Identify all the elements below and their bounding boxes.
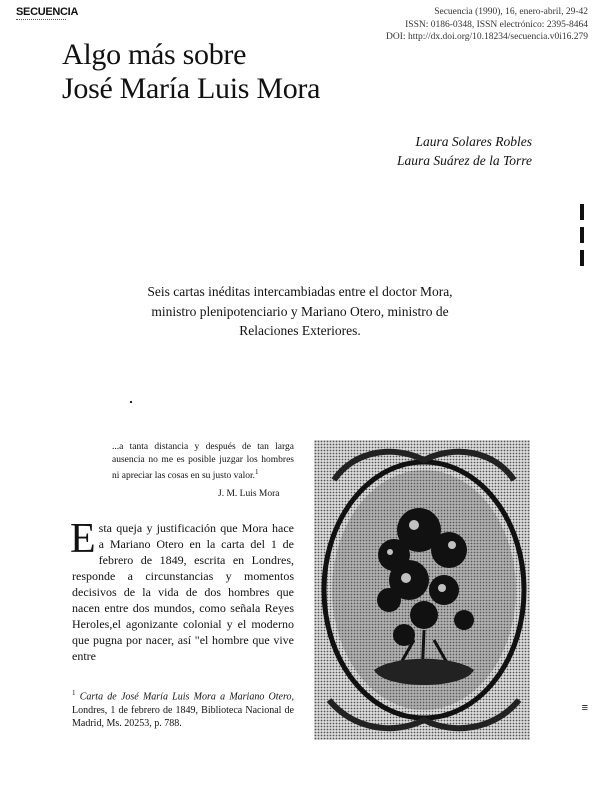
- citation-block: [386, 6, 588, 44]
- ornamental-illustration: [314, 440, 530, 740]
- floral-engraving: [314, 440, 530, 740]
- margin-bar: [580, 250, 584, 266]
- body-text: sta queja y justificación que Mora hace a Mariano Otero en la carta del 1 de febrero de 1849, escrita en Londres, responde a circunstancias y momentos decisivos de la vida de dos hombres que nacen entre dos mundos, como señala Reyes Heroles,el agonizante colonial y el moderno que pugna por nacer, así "el hombre que vive entre: [72, 521, 294, 663]
- footnote-text: Londres, 1 de febrero de 1849, Biblioteca Nacional de Madrid, Ms. 20253, p. 788.: [72, 704, 294, 730]
- article-title: [62, 38, 320, 106]
- article-summary: [112, 282, 488, 341]
- margin-bar: [580, 227, 584, 243]
- footnote-italic: Carta de José María Luis Mora a Mariano Otero,: [79, 691, 294, 703]
- footnote-number: 1: [72, 689, 76, 697]
- body-paragraph: [70, 516, 294, 664]
- title-line-1: Algo más sobre: [62, 38, 247, 71]
- issn-line: ISSN: 0186-0348, ISSN electrónico: 2395-8464: [405, 19, 588, 30]
- citation-line: Secuencia (1990), 16, enero-abril, 29-42: [434, 7, 588, 17]
- title-line-2: José María Luis Mora: [62, 72, 321, 105]
- epigraph-text: ...a tanta distancia y después de tan larga ausencia no me es posible juzgar los hombres ni apreciar las cosas en su justo valor.: [112, 442, 294, 482]
- margin-bar: [580, 204, 584, 220]
- author-2: Laura Suárez de la Torre: [396, 153, 532, 168]
- side-marker-icon: ≡: [581, 702, 588, 714]
- epigraph-note-ref: 1: [255, 468, 259, 476]
- margin-bars: [580, 204, 584, 273]
- summary-line-2: ministro plenipotenciario y Mariano Otero, ministro de: [151, 303, 449, 319]
- authors-block: [397, 132, 532, 170]
- drop-cap: E: [70, 516, 96, 562]
- stray-mark: [130, 401, 132, 403]
- author-1: Laura Solares Robles: [415, 134, 532, 149]
- epigraph-author: J. M. Luis Mora: [218, 489, 280, 499]
- doi-line: DOI: http://dx.doi.org/10.18234/secuencia.v0i16.279: [386, 32, 588, 42]
- summary-line-1: Seis cartas inéditas intercambiadas entre el doctor Mora,: [147, 284, 453, 299]
- logo-underline: [16, 19, 66, 22]
- journal-logo: SECUENCIA: [16, 6, 79, 18]
- summary-line-3: Relaciones Exteriores.: [239, 323, 361, 338]
- epigraph: [112, 441, 294, 483]
- footnote: [72, 687, 294, 731]
